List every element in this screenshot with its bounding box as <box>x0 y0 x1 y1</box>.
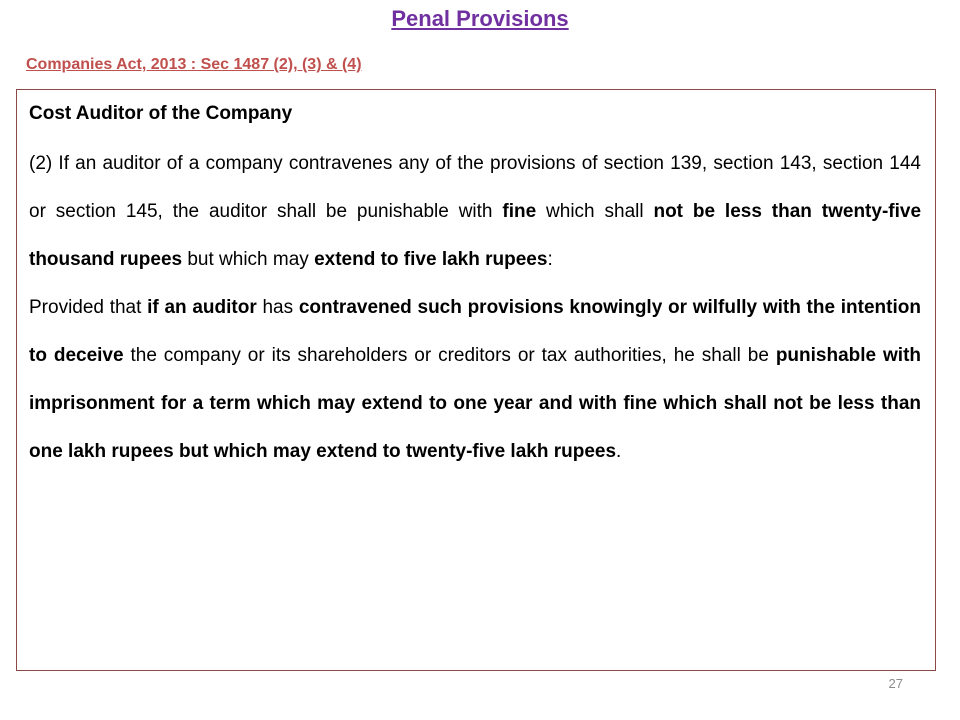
box-heading: Cost Auditor of the Company <box>29 103 293 124</box>
para1-bold-2: not be less than twenty-five thousand rupees <box>29 201 922 270</box>
para2-bold-3: punishable with imprisonment for a term which may extend to one year and with fine which shall not be less than one lakh rupees but which may extend to twenty-five lakh rupees <box>29 345 921 462</box>
para2-text-4: . <box>616 441 622 462</box>
para1-text-1: (2) If an auditor of a company contravenes any of the provisions of section 139, section 143, section 144 or section 145, the auditor shall be punishable with <box>29 153 921 222</box>
para2-bold-2: contravened such provisions knowingly or wilfully with the intention to deceive <box>29 297 921 366</box>
para1-bold-1: fine <box>502 201 537 222</box>
paragraph-subsection-2 <box>29 140 921 284</box>
paragraph-proviso <box>29 284 921 476</box>
slide-subtitle: Companies Act, 2013 : Sec 1487 (2), (3) & (4) <box>26 56 362 73</box>
content-box <box>16 89 936 671</box>
para1-text-3: but which may <box>182 249 315 270</box>
para2-text-3: the company or its shareholders or creditors or tax authorities, he shall be <box>123 345 776 366</box>
para2-bold-1: if an auditor <box>147 297 257 318</box>
para1-bold-3: extend to five lakh rupees <box>314 249 548 270</box>
para1-text-4: : <box>547 249 553 270</box>
para2-text-1: Provided that <box>29 297 148 318</box>
para1-text-2: which shall <box>536 201 654 222</box>
page-number: 27 <box>888 676 903 691</box>
slide-title: Penal Provisions <box>391 6 569 31</box>
para2-text-2: has <box>256 297 299 318</box>
